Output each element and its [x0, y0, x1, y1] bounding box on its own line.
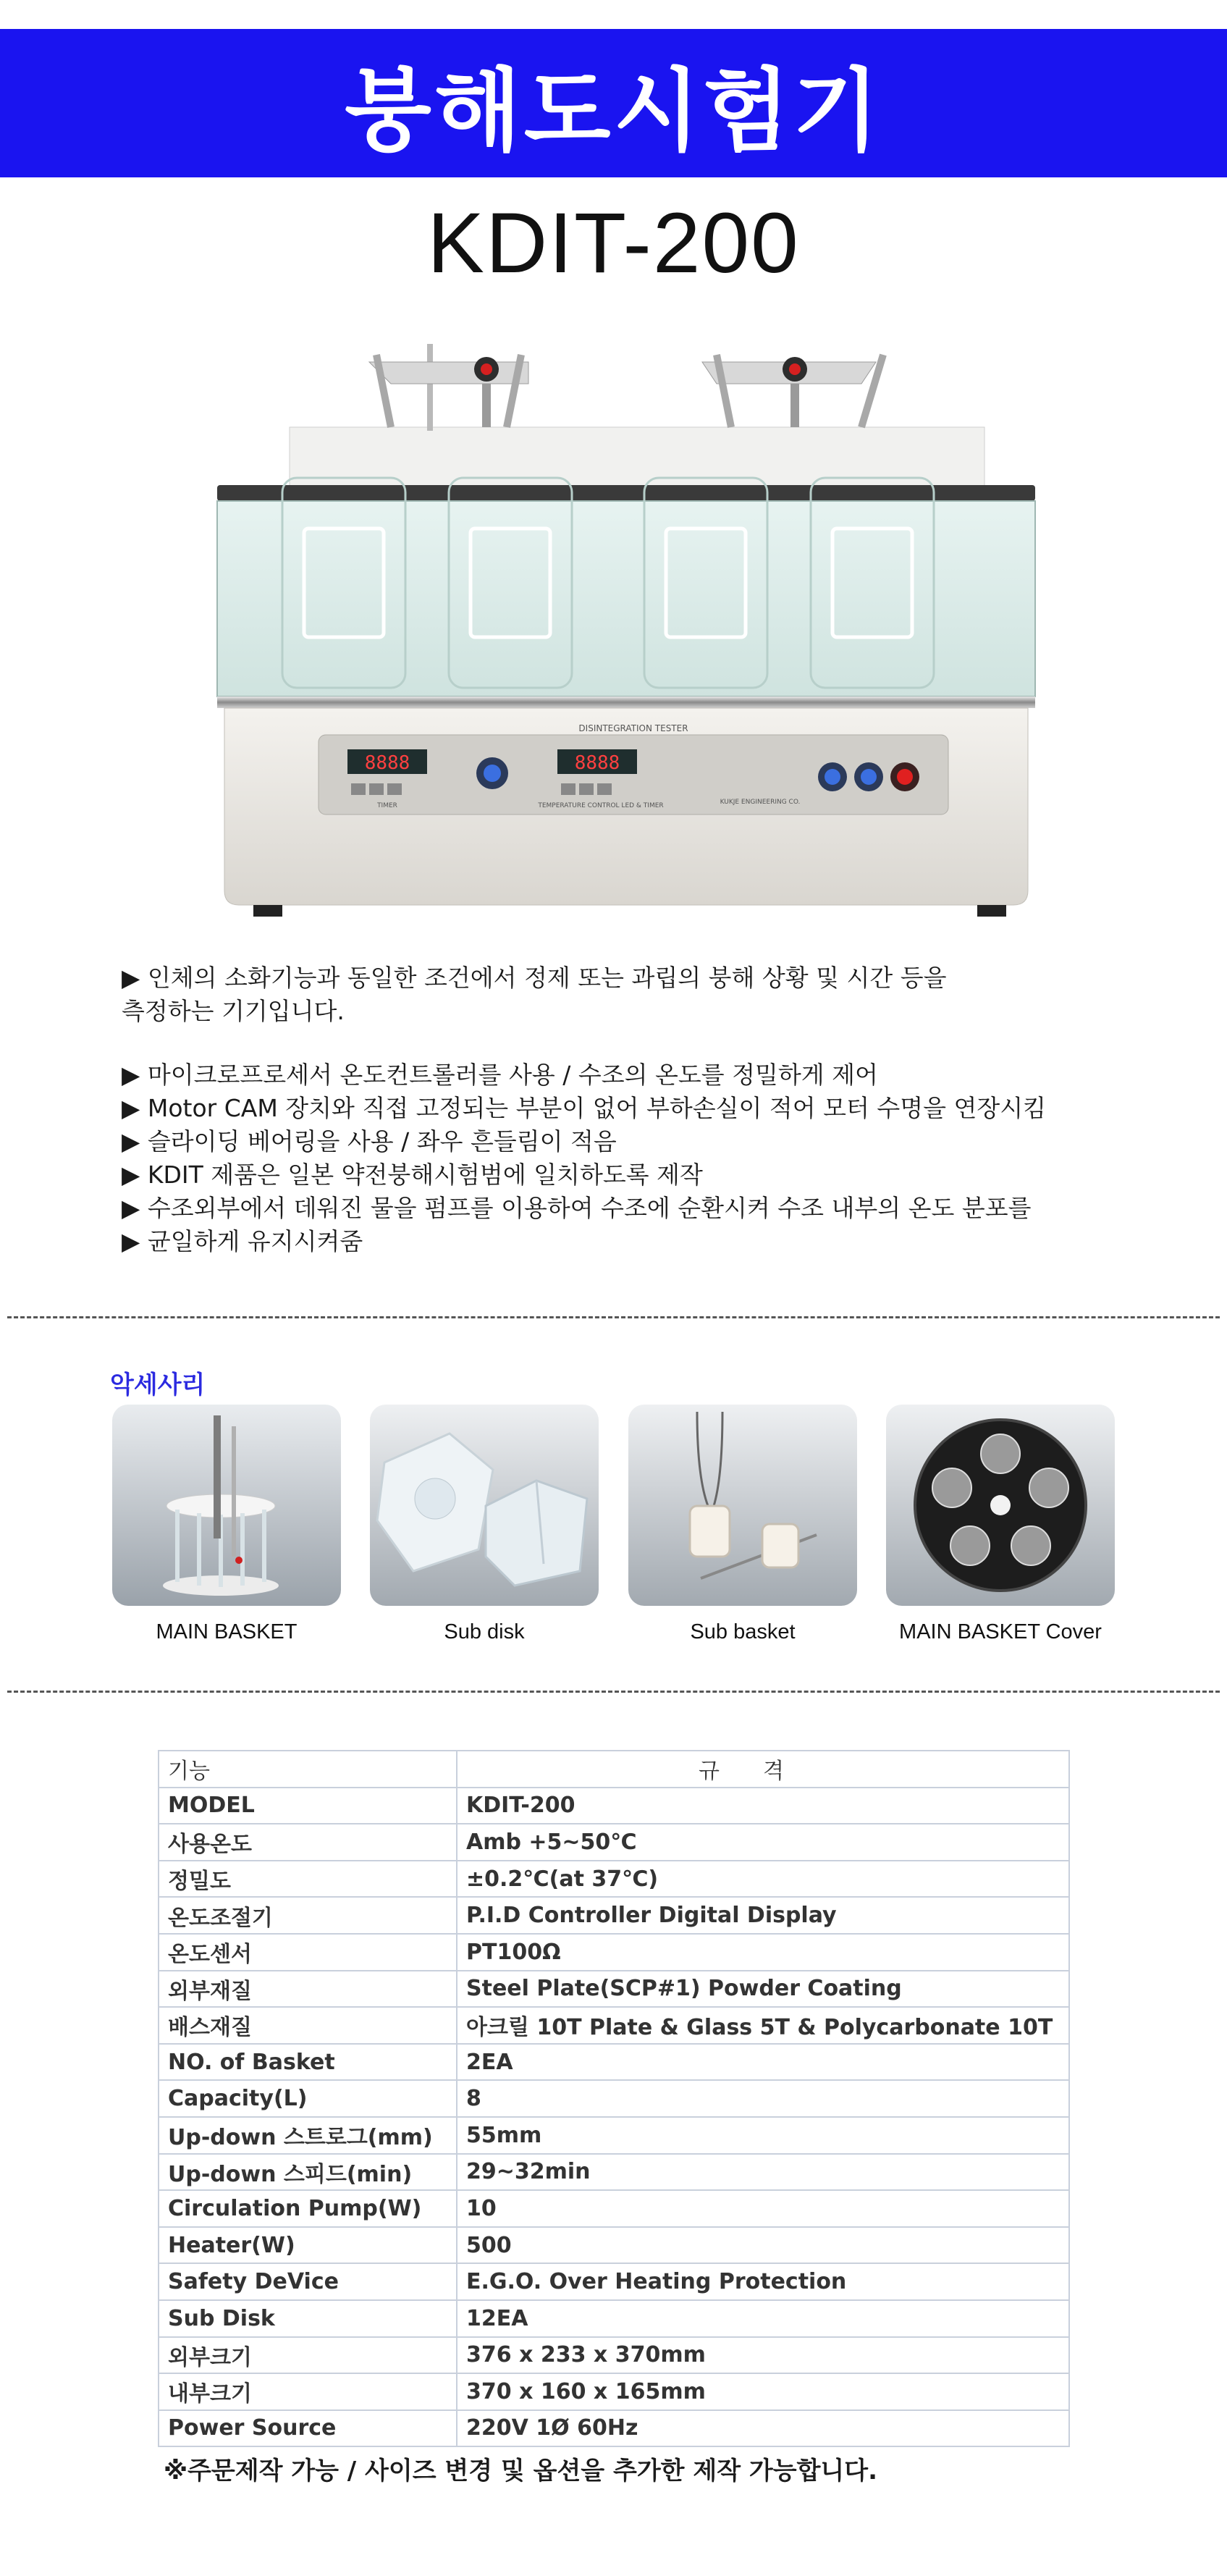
intro-line: ▶ 인체의 소화기능과 동일한 조건에서 정제 또는 과립의 붕해 상황 및 시간 등을 [122, 964, 947, 992]
feature-item: ▶ KDIT 제품은 일본 약전붕해시험범에 일치하도록 제작 [122, 1161, 703, 1189]
spec-key: 온도조절기 [159, 1897, 457, 1934]
spec-value: ±0.2℃(at 37℃) [457, 1861, 1069, 1898]
spec-key: 온도센서 [159, 1934, 457, 1971]
feature-item: ▶ Motor CAM 장치와 직접 고정되는 부분이 없어 부하손실이 적어 모터 수명을 연장시킴 [122, 1094, 1047, 1122]
spec-key: Safety DeVice [159, 2263, 457, 2300]
table-row [159, 2007, 1069, 2044]
table-row [159, 2190, 1069, 2227]
lift-arm-left [369, 344, 528, 431]
product-image [210, 340, 1050, 919]
spec-key: Sub Disk [159, 2300, 457, 2337]
feature-item: ▶ 마이크로프로세서 온도컨트롤러를 사용 / 수조의 온도를 정밀하게 제어 [122, 1061, 878, 1089]
table-row [159, 2080, 1069, 2117]
spec-value: Steel Plate(SCP#1) Powder Coating [457, 1971, 1069, 2008]
spec-table [158, 1750, 1070, 2447]
spec-value: PT100Ω [457, 1934, 1069, 1971]
brand-label: KUKJE ENGINEERING CO. [720, 799, 801, 806]
feature-item: ▶ 슬라이딩 베어링을 사용 / 좌우 흔들림이 적음 [122, 1127, 617, 1156]
center-display: 8888 [574, 752, 620, 774]
table-row [159, 2373, 1069, 2410]
custom-order-note: ※주문제작 가능 / 사이즈 변경 및 옵션을 추가한 제작 가능합니다. [164, 2457, 878, 2485]
spec-header-row [159, 1751, 1069, 1788]
spec-key: 내부크기 [159, 2373, 457, 2410]
intro-text [122, 961, 946, 1028]
spec-key: MODEL [159, 1788, 457, 1824]
table-row [159, 2410, 1069, 2447]
spec-key: 정밀도 [159, 1861, 457, 1898]
spec-value: 아크릴 10T Plate & Glass 5T & Polycarbonate 10T [457, 2007, 1069, 2044]
table-row [159, 1824, 1069, 1861]
left-sub-label: TIMER [377, 802, 397, 809]
page-title: 붕해도시험기 [345, 59, 882, 164]
spec-value: 2EA [457, 2044, 1069, 2081]
accessory-main-basket-image [112, 1405, 341, 1606]
spec-value: 376 x 233 x 370mm [457, 2337, 1069, 2374]
spec-value: 12EA [457, 2300, 1069, 2337]
feature-item: ▶ 수조외부에서 데워진 물을 펌프를 이용하여 수조에 순환시켜 수조 내부의 온도 분포를 [122, 1194, 1032, 1222]
left-display: 8888 [364, 752, 410, 774]
table-row [159, 2337, 1069, 2374]
model-name: KDIT-200 [427, 195, 800, 291]
feature-list [122, 1058, 1046, 1258]
table-row [159, 2154, 1069, 2191]
table-row [159, 1788, 1069, 1824]
spec-value: 370 x 160 x 165mm [457, 2373, 1069, 2410]
accessory-label: Sub basket [690, 1620, 796, 1643]
spec-key: Power Source [159, 2410, 457, 2447]
spec-value: 29~32min [457, 2154, 1069, 2191]
section-divider [7, 1316, 1220, 1318]
spec-key: 사용온도 [159, 1824, 457, 1861]
accessory-sub-disk-image [370, 1405, 599, 1606]
spec-value: P.I.D Controller Digital Display [457, 1897, 1069, 1934]
spec-key: Up-down 스트로그(mm) [159, 2117, 457, 2154]
accessory-label: Sub disk [444, 1620, 525, 1643]
accessory-sub-basket-image [628, 1405, 857, 1606]
table-row [159, 1934, 1069, 1971]
spec-key: 외부재질 [159, 1971, 457, 2008]
spec-key: Circulation Pump(W) [159, 2190, 457, 2227]
spec-value: Amb +5~50℃ [457, 1824, 1069, 1861]
spec-header-key: 기능 [159, 1751, 457, 1788]
accessory-label: MAIN BASKET [156, 1620, 298, 1643]
lift-arm-right [702, 355, 883, 427]
spec-key: Up-down 스피드(min) [159, 2154, 457, 2191]
spec-value: 10 [457, 2190, 1069, 2227]
spec-key: 배스재질 [159, 2007, 457, 2044]
accessories-title: 악세사리 [110, 1371, 206, 1399]
spec-value: E.G.O. Over Heating Protection [457, 2263, 1069, 2300]
table-row [159, 2117, 1069, 2154]
feature-item: ▶ 균일하게 유지시켜줌 [122, 1227, 363, 1255]
table-row [159, 2227, 1069, 2264]
section-divider [7, 1691, 1220, 1693]
table-row [159, 1861, 1069, 1898]
spec-value: 500 [457, 2227, 1069, 2264]
spec-value: 8 [457, 2080, 1069, 2117]
spec-key: Heater(W) [159, 2227, 457, 2264]
spec-value: 55mm [457, 2117, 1069, 2154]
spec-value: KDIT-200 [457, 1788, 1069, 1824]
spec-value: 220V 1Ø 60Hz [457, 2410, 1069, 2447]
panel-label: DISINTEGRATION TESTER [578, 723, 688, 733]
accessory-label: MAIN BASKET Cover [899, 1620, 1102, 1643]
table-row [159, 1897, 1069, 1934]
spec-key: NO. of Basket [159, 2044, 457, 2081]
table-row [159, 1971, 1069, 2008]
spec-key: 외부크기 [159, 2337, 457, 2374]
title-banner [0, 29, 1227, 177]
accessory-main-basket-cover-image [886, 1405, 1115, 1606]
spec-key: Capacity(L) [159, 2080, 457, 2117]
table-row [159, 2044, 1069, 2081]
center-sub-label: TEMPERATURE CONTROL LED & TIMER [538, 802, 664, 809]
table-row [159, 2300, 1069, 2337]
table-row [159, 2263, 1069, 2300]
spec-header-value: 규격 [457, 1751, 1069, 1788]
intro-line: 측정하는 기기입니다. [122, 997, 345, 1025]
